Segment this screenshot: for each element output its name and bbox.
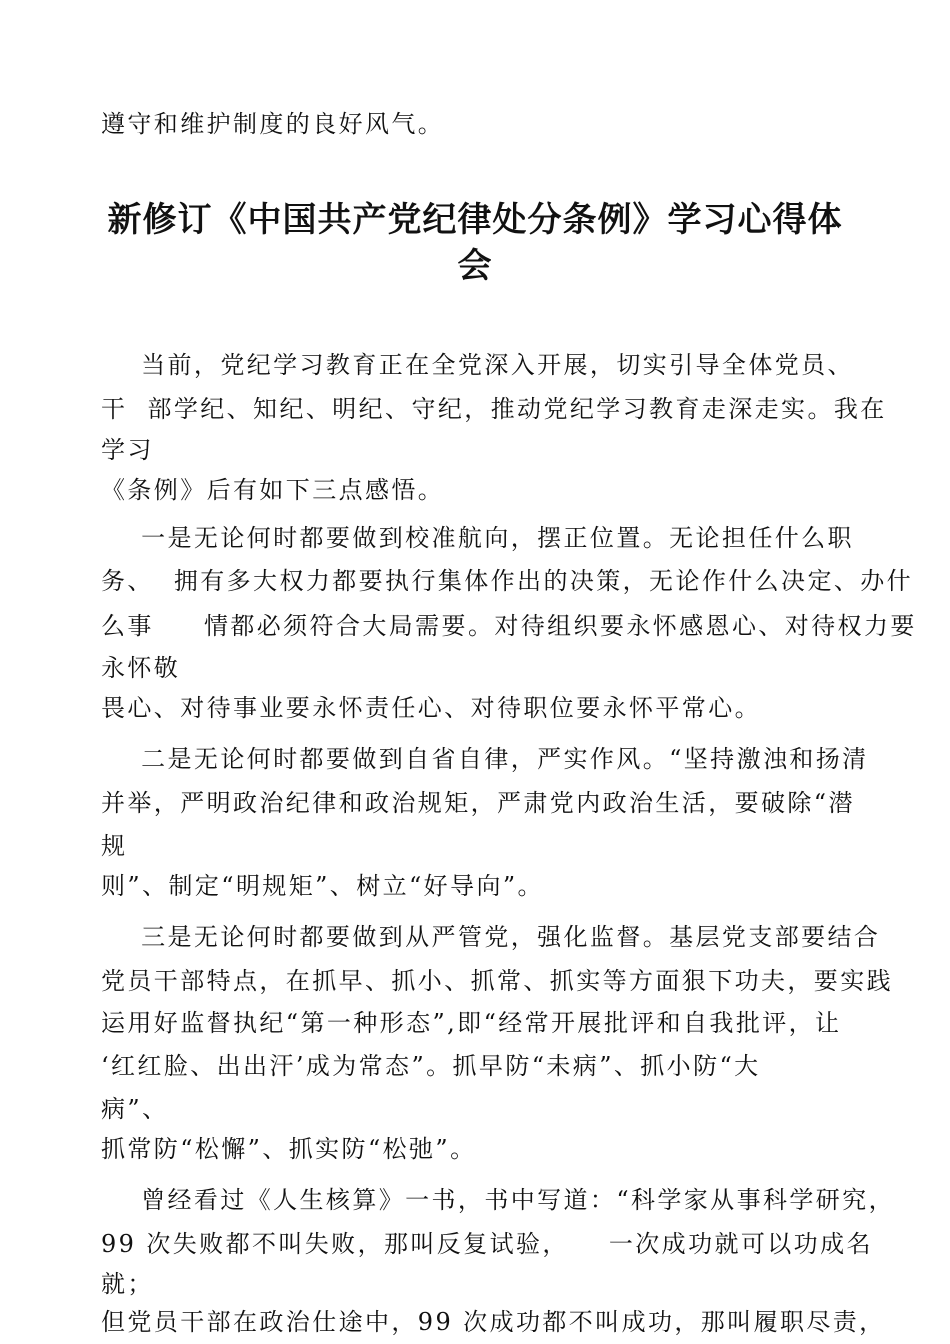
document-title-line-2: 会	[457, 246, 493, 286]
body-line: 么事 情都必须符合大局需要。对待组织要永怀感恩心、对待权力要	[101, 612, 917, 640]
body-line: 规	[101, 832, 128, 860]
body-line: 干 部学纪、知纪、明纪、守纪，推动党纪学习教育走深走实。我在	[101, 395, 887, 423]
body-line: 三是无论何时都要做到从严管党，强化监督。基层党支部要结合	[101, 923, 881, 951]
body-line: 当前，党纪学习教育正在全党深入开展，切实引导全体党员、	[101, 351, 854, 379]
body-line: 抓常防“松懈”、抓实防“松弛”。	[101, 1135, 477, 1163]
body-line: 曾经看过《人生核算》一书，书中写道：“科学家从事科学研究，	[101, 1186, 895, 1214]
body-line: 病”、	[101, 1095, 169, 1123]
body-line: 并举，严明政治纪律和政治规矩，严肃党内政治生活，要破除“潜	[101, 789, 855, 817]
body-line: 党员干部特点，在抓早、抓小、抓常、抓实等方面狠下功夫，要实践	[101, 967, 893, 995]
body-line: 但党员干部在政治仕途中，99 次成功都不叫成功，那叫履职尽责，	[101, 1308, 886, 1336]
body-line: 学习	[101, 436, 154, 464]
intro-tail-line: 遵守和维护制度的良好风气。	[101, 110, 445, 138]
body-line: 务、 拥有多大权力都要执行集体作出的决策，无论作什么决定、办什	[101, 567, 914, 595]
body-line: ‘红红脸、出出汗’成为常态”。抓早防“未病”、抓小防“大	[101, 1052, 761, 1080]
body-line: 99 次失败都不叫失败，那叫反复试验， 一次成功就可以功成名	[101, 1230, 873, 1258]
body-line: 二是无论何时都要做到自省自律，严实作风。“坚持激浊和扬清	[101, 745, 869, 773]
document-title-line-1: 新修订《中国共产党纪律处分条例》学习心得体	[107, 200, 843, 240]
body-line: 永怀敬	[101, 654, 181, 682]
body-line: 《条例》后有如下三点感悟。	[101, 476, 445, 504]
body-line: 就；	[101, 1270, 154, 1298]
body-line: 运用好监督执纪“第一种形态”,即“经常开展批评和自我批评，让	[101, 1009, 842, 1037]
body-line: 畏心、对待事业要永怀责任心、对待职位要永怀平常心。	[101, 694, 761, 722]
body-line: 则”、制定“明规矩”、树立“好导向”。	[101, 872, 544, 900]
body-line: 一是无论何时都要做到校准航向，摆正位置。无论担任什么职	[101, 524, 854, 552]
